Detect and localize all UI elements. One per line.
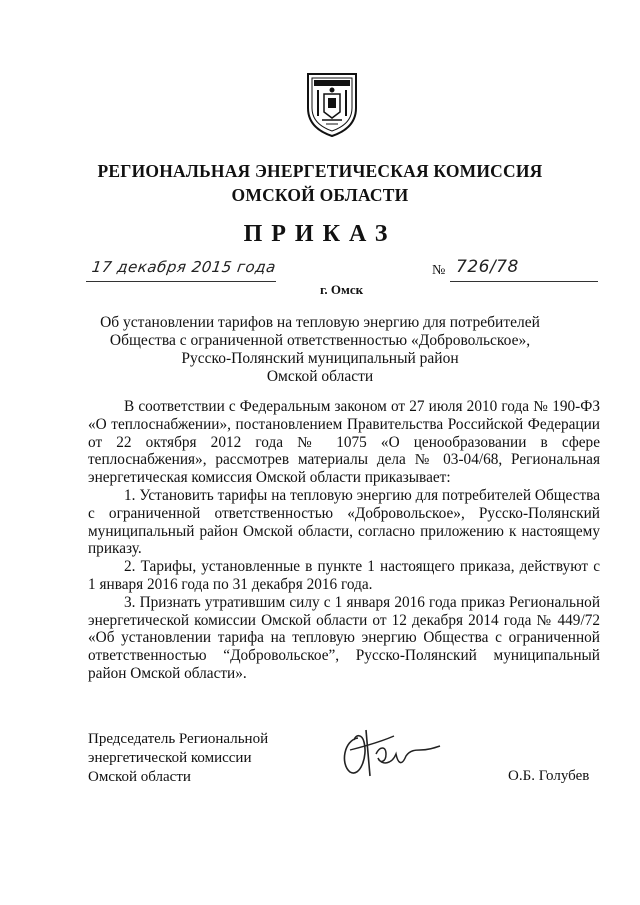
subject-line: Русско-Полянский муниципальный район	[181, 350, 459, 367]
organization-name-line1: РЕГИОНАЛЬНАЯ ЭНЕРГЕТИЧЕСКАЯ КОМИССИЯ	[97, 161, 543, 181]
date-underline	[86, 281, 276, 282]
order-item-3: 3. Признать утратившим силу с 1 января 2016 года приказ Региональной энергетической комиссии Омской области от 12 декабря 2014 года № 449/72 «Об установлении тарифа на тепловую энергию Общества с ограниченной ответственностью “Добровольское”, Русско-Полянский муниципальный район Омской области».	[88, 593, 600, 682]
subject-line: Общества с ограниченной ответственностью «Добровольское»,	[109, 332, 531, 349]
signatory-name: О.Б. Голубев	[508, 768, 590, 784]
omsk-coat-of-arms-icon	[304, 68, 360, 138]
signatory-role-line: Председатель Региональной	[88, 731, 269, 747]
document-title: ПРИКАЗ	[243, 221, 397, 247]
document-subject	[100, 314, 540, 386]
document-number: 726/78	[456, 257, 519, 277]
organization-name-line2: ОМСКОЙ ОБЛАСТИ	[231, 185, 409, 205]
order-item-1: 1. Установить тарифы на тепловую энергию для потребителей Общества с ограниченной ответственностью «Добровольское», Русско-Полянский муниципальный район Омской области, согласно приложению к настоящему приказу.	[88, 486, 600, 558]
document-date: 17 декабря 2015 года	[90, 258, 278, 276]
document-body	[88, 398, 600, 683]
subject-line: Об установлении тарифов на тепловую энергию для потребителей	[100, 314, 540, 331]
signatory-role-line: Омской области	[88, 769, 191, 785]
preamble-paragraph: В соответствии с Федеральным законом от 27 июля 2010 года № 190-ФЗ «О теплоснабжении», постановлением Правительства Российской Федерации от 22 октября 2012 года № 1075 «О ценообразовании в сфере теплоснабжения», рассмотрев материалы дела № 03-04/68, Региональная энергетическая комиссия Омской области приказывает:	[88, 398, 600, 487]
order-item-2: 2. Тарифы, установленные в пункте 1 настоящего приказа, действуют с 1 января 2016 года по 31 декабря 2016 года.	[88, 558, 600, 593]
number-underline	[450, 281, 598, 282]
handwritten-signature	[336, 720, 446, 780]
issue-city: г. Омск	[320, 282, 364, 297]
document-date-field	[86, 258, 278, 279]
number-label: №	[432, 263, 446, 278]
signatory-role	[88, 730, 268, 787]
signatory-role-line: энергетической комиссии	[88, 750, 252, 766]
subject-line: Омской области	[266, 368, 374, 385]
